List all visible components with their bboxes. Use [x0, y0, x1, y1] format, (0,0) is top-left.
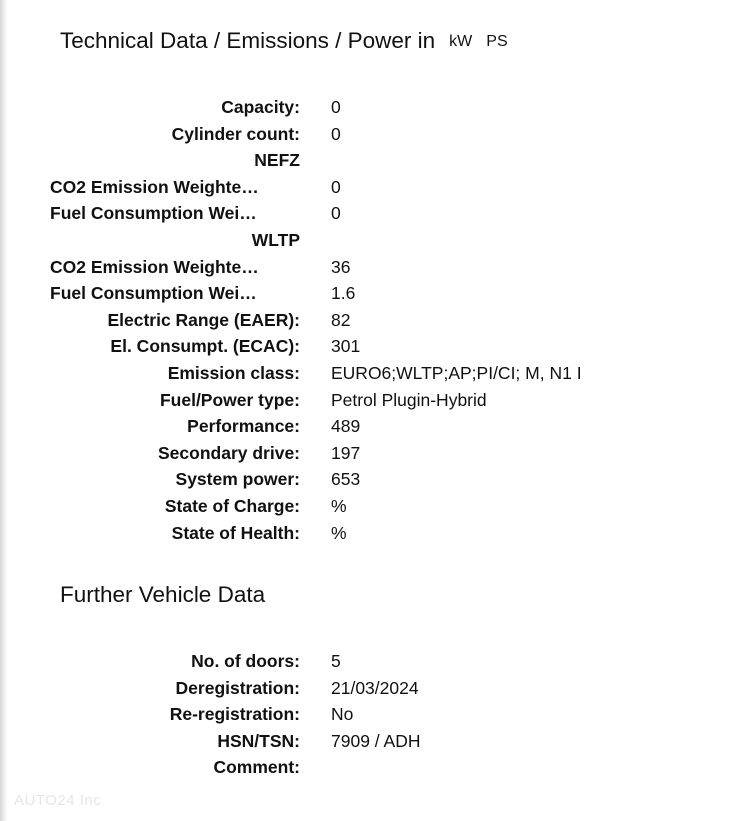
spec-value: 0	[331, 176, 341, 197]
spec-label: CO2 Emission Weighte…	[50, 256, 259, 277]
spec-label: Capacity:	[221, 97, 300, 117]
spec-label: Electric Range (EAER):	[107, 309, 300, 330]
spec-row-hsn-tsn	[0, 728, 734, 755]
spec-row-deregistration	[0, 675, 734, 702]
spec-value: 0	[331, 203, 341, 224]
spec-label: State of Charge:	[164, 495, 300, 516]
spec-row-nefz-co2	[0, 174, 734, 201]
spec-label: Cylinder count:	[171, 123, 300, 144]
spec-row-re-registration	[0, 701, 734, 728]
spec-value: 21/03/2024	[331, 677, 419, 698]
spec-value: 5	[331, 651, 341, 671]
further-vehicle-data-list	[0, 648, 734, 781]
spec-label: Deregistration:	[175, 677, 300, 698]
spec-row-doors	[0, 648, 734, 675]
spec-row-secondary-drive	[0, 440, 734, 467]
spec-label: Comment:	[213, 757, 300, 778]
spec-row-comment	[0, 754, 734, 781]
spec-row-wltp-fuel	[0, 280, 734, 307]
spec-value: 7909 / ADH	[331, 730, 421, 751]
spec-label: Secondary drive:	[158, 442, 300, 463]
spec-row-electric-range	[0, 307, 734, 334]
spec-row-state-of-charge	[0, 493, 734, 520]
spec-value: 197	[331, 442, 361, 463]
spec-label: No. of doors:	[191, 651, 300, 671]
spec-value: No	[331, 704, 354, 725]
spec-row-nefz-fuel	[0, 200, 734, 227]
spec-group-wltp	[0, 227, 734, 254]
technical-data-title	[60, 28, 508, 54]
spec-label: System power:	[175, 469, 300, 490]
spec-value: 36	[331, 256, 351, 277]
spec-value: 301	[331, 336, 361, 357]
spec-label: Performance:	[187, 416, 300, 437]
spec-label: Re-registration:	[169, 704, 300, 725]
spec-row-state-of-health	[0, 520, 734, 547]
spec-value: %	[331, 522, 347, 543]
spec-row-wltp-co2	[0, 254, 734, 281]
technical-data-list	[0, 94, 734, 546]
unit-toggle-ps[interactable]: PS	[486, 33, 508, 50]
spec-row-performance	[0, 413, 734, 440]
spec-value: 489	[331, 416, 361, 437]
spec-row-system-power	[0, 466, 734, 493]
spec-value: %	[331, 495, 347, 516]
spec-label: CO2 Emission Weighte…	[50, 176, 259, 197]
unit-toggle-kw[interactable]: kW	[449, 33, 473, 50]
spec-group-heading: WLTP	[251, 229, 300, 250]
further-vehicle-data-title: Further Vehicle Data	[60, 582, 266, 607]
spec-value: 653	[331, 469, 361, 490]
spec-value: 1.6	[331, 283, 356, 304]
spec-label: Fuel Consumption Wei…	[50, 283, 257, 304]
spec-label: Fuel/Power type:	[159, 389, 300, 410]
spec-value: Petrol Plugin-Hybrid	[331, 389, 487, 410]
spec-label: Emission class:	[167, 362, 300, 383]
spec-value: 0	[331, 97, 341, 117]
spec-label: Fuel Consumption Wei…	[50, 203, 257, 224]
watermark: AUTO24 Inc	[14, 792, 102, 809]
technical-data-title-text: Technical Data / Emissions / Power in	[60, 28, 436, 53]
spec-group-heading: NEFZ	[254, 150, 300, 171]
spec-row-fuel-power-type	[0, 387, 734, 414]
spec-group-nefz	[0, 147, 734, 174]
spec-label: El. Consumpt. (ECAC):	[110, 336, 300, 357]
spec-row-emission-class	[0, 360, 734, 387]
spec-value: EURO6;WLTP;AP;PI/CI; M, N1 I	[331, 362, 582, 383]
spec-label: HSN/TSN:	[217, 730, 300, 751]
spec-value: 82	[331, 309, 351, 330]
spec-row-cylinder-count	[0, 121, 734, 148]
spec-value: 0	[331, 123, 341, 144]
spec-row-capacity	[0, 94, 734, 121]
spec-label: State of Health:	[171, 522, 300, 543]
spec-row-el-consumption	[0, 333, 734, 360]
